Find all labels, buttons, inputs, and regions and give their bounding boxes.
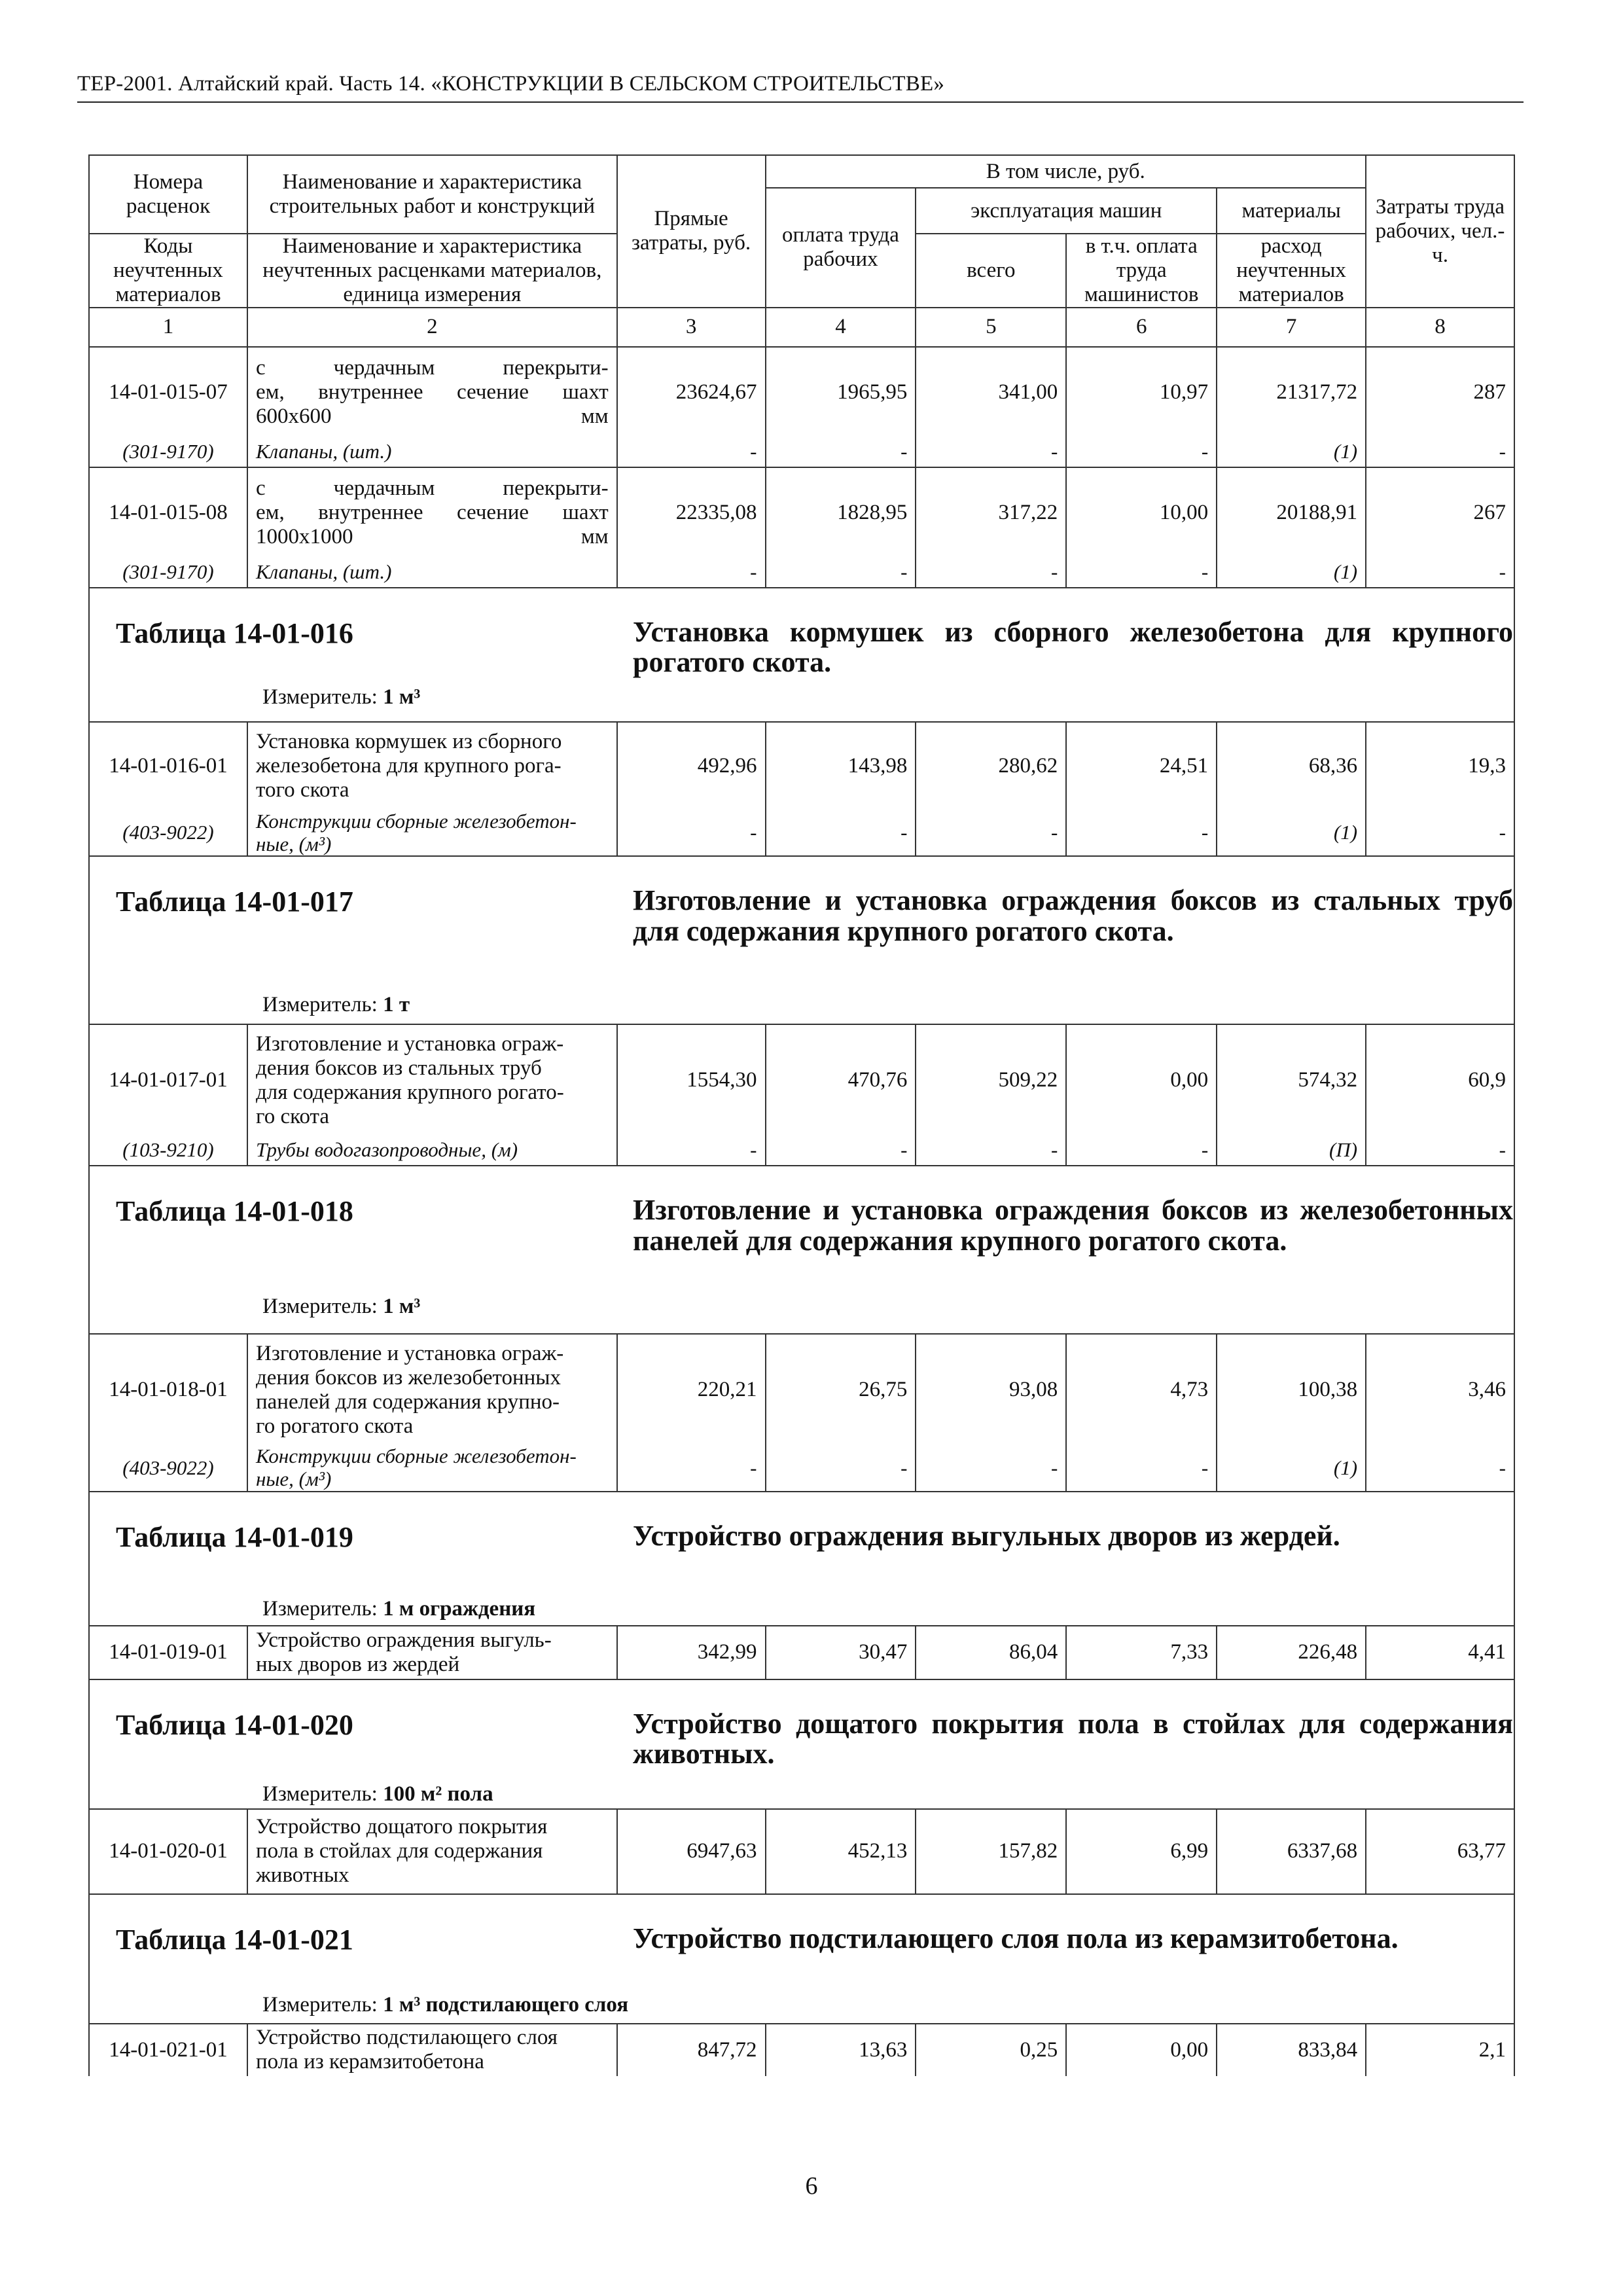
rate-row [89,1626,1514,1679]
section-header-cell [89,856,1514,1024]
table-section-header [89,1894,1514,2024]
material-value: - [1366,558,1514,588]
col-header-materials: материалы [1217,188,1366,234]
column-number: 2 [247,308,617,347]
table-section-header [89,856,1514,1024]
description-line: ем, внутреннее сечение шахт [255,500,609,524]
material-value: - [916,1445,1066,1491]
rate-value: 220,21 [617,1334,766,1445]
description-line: для содержания крупного рогато- [255,1080,564,1104]
measure-unit-value: 1 м³ [383,1295,421,1319]
rate-row [89,347,1514,437]
measure-unit-prefix: Измеритель: [262,1782,378,1806]
rate-value: 4,73 [1066,1334,1217,1445]
section-header-inner [98,1166,1513,1333]
description-line: Устройство подстилающего слоя [255,2026,558,2050]
material-code: (301-9170) [89,558,247,588]
measure-unit [262,1597,535,1621]
description-line: дения боксов из железобетонных [255,1365,561,1390]
rate-value: 452,13 [766,1809,916,1894]
rate-value: 30,47 [766,1626,916,1679]
section-header-cell [89,588,1514,722]
measure-unit-value: 100 м² пола [383,1782,493,1806]
rate-value: 24,51 [1066,722,1217,810]
measure-unit [262,1295,420,1319]
col-header-machinist-wages: в т.ч. оплата труда машинистов [1066,234,1217,308]
description-line: го скота [255,1104,329,1128]
material-value: - [916,437,1066,467]
material-value: - [916,810,1066,856]
rate-description [247,2024,617,2076]
material-value: (П) [1217,1136,1366,1166]
description-line: Клапаны, (шт.) [255,440,392,463]
rate-value: 10,00 [1066,467,1217,558]
description-line: го рогатого скота [255,1414,414,1438]
rate-value: 21317,72 [1217,347,1366,437]
rate-value: 100,38 [1217,1334,1366,1445]
description-line: пола из керамзитобетона [255,2050,484,2074]
description-line: Устройство ограждения выгуль- [255,1628,552,1652]
rate-value: 20188,91 [1217,467,1366,558]
description-line: того скота [255,778,349,802]
rate-value: 341,00 [916,347,1066,437]
table-title: Устройство ограждения выгульных дворов из жердей. [633,1519,1340,1552]
material-value: - [766,1445,916,1491]
material-description [247,1445,617,1491]
material-value: - [617,810,766,856]
rate-value: 10,97 [1066,347,1217,437]
description-line: Конструкции сборные железобетон- [255,809,577,833]
col-header-material-codes: Коды неучтенных материалов [89,234,247,308]
material-value: - [766,437,916,467]
rate-code: 14-01-018-01 [89,1334,247,1445]
material-value: - [916,558,1066,588]
rate-description [247,1809,617,1894]
rate-value: 93,08 [916,1334,1066,1445]
rate-value: 280,62 [916,722,1066,810]
rate-description [247,1626,617,1679]
rate-code: 14-01-019-01 [89,1626,247,1679]
rate-description [247,1024,617,1136]
rate-value: 317,22 [916,467,1066,558]
rate-value: 1554,30 [617,1024,766,1136]
rate-value: 6947,63 [617,1809,766,1894]
section-header-cell [89,1894,1514,2024]
table-label: Таблица 14-01-019 [116,1520,353,1553]
rate-value: 6337,68 [1217,1809,1366,1894]
rates-table [88,154,1515,2076]
rate-value: 0,25 [916,2024,1066,2076]
rate-value: 847,72 [617,2024,766,2076]
measure-unit-prefix: Измеритель: [262,1295,378,1319]
table-label: Таблица 14-01-021 [116,1923,353,1956]
rate-row [89,1024,1514,1136]
description-line: пола в стойлах для содержания [255,1839,543,1863]
material-row [89,558,1514,588]
rate-value: 226,48 [1217,1626,1366,1679]
running-header: ТЕР-2001. Алтайский край. Часть 14. «КОНСТРУКЦИИ В СЕЛЬСКОМ СТРОИТЕЛЬСТВЕ» [77,72,1524,103]
section-header-cell [89,1492,1514,1626]
table-section-header [89,1679,1514,1809]
rate-description [247,1334,617,1445]
rate-value: 0,00 [1066,1024,1217,1136]
section-header-inner [98,588,1513,721]
rate-row [89,1809,1514,1894]
table-title: Изготовление и установка ограждения боксов из стальных труб для содержания крупного рогатого скота. [633,884,1513,947]
column-number: 5 [916,308,1066,347]
material-value: (1) [1217,1445,1366,1491]
rate-value: 68,36 [1217,722,1366,810]
rate-value: 287 [1366,347,1514,437]
description-line: с чердачным перекрыти- [255,355,609,380]
rate-value: 470,76 [766,1024,916,1136]
rate-value: 157,82 [916,1809,1066,1894]
table-section-header [89,1166,1514,1334]
material-value: - [766,558,916,588]
description-line: с чердачным перекрыти- [255,476,609,500]
measure-unit [262,1782,493,1806]
rate-value: 86,04 [916,1626,1066,1679]
col-header-work-name: Наименование и характеристика строительных работ и конструкций [247,155,617,234]
column-number: 3 [617,308,766,347]
col-header-rate-numbers: Номера расценок [89,155,247,234]
rate-value: 7,33 [1066,1626,1217,1679]
material-description [247,810,617,856]
col-header-wages: оплата труда рабочих [766,188,916,308]
material-value: - [1066,558,1217,588]
table-section-header [89,1492,1514,1626]
rate-code: 14-01-021-01 [89,2024,247,2076]
measure-unit-value: 1 м³ подстилающего слоя [383,1992,629,2017]
table-label: Таблица 14-01-020 [116,1708,353,1741]
table-label: Таблица 14-01-017 [116,886,353,918]
material-value: - [766,810,916,856]
rate-description [247,467,617,558]
rate-value: 19,3 [1366,722,1514,810]
material-value: - [1066,810,1217,856]
col-header-unaccounted-materials: расход неучтенных материалов [1217,234,1366,308]
rate-value: 1965,95 [766,347,916,437]
section-header-inner [98,1895,1506,2023]
measure-unit-prefix: Измеритель: [262,993,378,1017]
section-header-cell [89,1166,1514,1334]
col-header-labor-costs: Затраты труда рабочих, чел.-ч. [1366,155,1514,308]
measure-unit-prefix: Измеритель: [262,1596,378,1621]
table-title: Установка кормушек из сборного железобетона для крупного рогатого скота. [633,615,1513,679]
material-description [247,437,617,467]
rate-row [89,722,1514,810]
material-value: - [1066,1445,1217,1491]
rate-value: 342,99 [617,1626,766,1679]
col-header-machines: эксплуатация машин [916,188,1217,234]
column-number: 1 [89,308,247,347]
material-value: - [617,437,766,467]
rate-value: 26,75 [766,1334,916,1445]
rate-value: 23624,67 [617,347,766,437]
section-header-inner [98,857,1513,1024]
material-value: (1) [1217,437,1366,467]
rate-value: 60,9 [1366,1024,1514,1136]
rate-code: 14-01-015-08 [89,467,247,558]
rate-value: 2,1 [1366,2024,1514,2076]
description-line: ные, (м³) [255,832,332,855]
table-title: Устройство дощатого покрытия пола в стойлах для содержания животных. [633,1707,1513,1770]
column-number: 7 [1217,308,1366,347]
table-title: Изготовление и установка ограждения боксов из железобетонных панелей для содержания крупного рогатого скота. [633,1194,1513,1257]
material-row [89,1445,1514,1491]
rate-value: 0,00 [1066,2024,1217,2076]
measure-unit-value: 1 м³ [383,685,421,709]
material-code: (103-9210) [89,1136,247,1166]
table-title: Устройство подстилающего слоя пола из керамзитобетона. [633,1922,1399,1954]
page-number: 6 [805,2172,818,2200]
measure-unit-value: 1 т [383,993,410,1017]
measure-unit-value: 1 м ограждения [383,1596,536,1621]
rate-value: 492,96 [617,722,766,810]
measure-unit-prefix: Измеритель: [262,1992,378,2017]
material-row [89,437,1514,467]
description-line: Установка кормушек из сборного [255,730,562,754]
col-header-direct-costs: Прямые затраты, руб. [617,155,766,308]
material-value: - [1066,437,1217,467]
material-value: - [617,558,766,588]
measure-unit-prefix: Измеритель: [262,685,378,709]
section-header-inner [98,1492,1506,1625]
material-code: (301-9170) [89,437,247,467]
rate-value: 63,77 [1366,1809,1514,1894]
material-value: - [1366,1136,1514,1166]
col-header-material-names: Наименование и характеристика неучтенных расценками материалов, единица измерения [247,234,617,308]
material-description [247,1136,617,1166]
rate-row [89,1334,1514,1445]
material-value: - [766,1136,916,1166]
material-value: - [617,1136,766,1166]
description-line: 600х600 мм [255,404,609,428]
column-number: 6 [1066,308,1217,347]
rate-description [247,722,617,810]
material-row [89,810,1514,856]
rate-code: 14-01-016-01 [89,722,247,810]
table-label: Таблица 14-01-016 [116,617,353,649]
description-line: дения боксов из стальных труб [255,1056,542,1080]
rate-value: 4,41 [1366,1626,1514,1679]
rate-value: 574,32 [1217,1024,1366,1136]
description-line: ные, (м³) [255,1467,332,1491]
rate-value: 3,46 [1366,1334,1514,1445]
description-line: Изготовление и установка ограж- [255,1031,564,1056]
material-value: - [1366,810,1514,856]
description-line: железобетона для крупного рога- [255,754,562,778]
material-value: (1) [1217,558,1366,588]
column-number: 8 [1366,308,1514,347]
table-section-header [89,588,1514,722]
description-line: 1000х1000 мм [255,524,609,548]
rate-description [247,347,617,437]
rate-value: 509,22 [916,1024,1066,1136]
measure-unit [262,1993,628,2017]
description-line: животных [255,1863,349,1888]
description-line: Трубы водогазопроводные, (м) [255,1138,518,1162]
section-header-cell [89,1679,1514,1809]
table-label: Таблица 14-01-018 [116,1195,353,1228]
material-value: - [1366,1445,1514,1491]
rate-value: 833,84 [1217,2024,1366,2076]
material-value: - [617,1445,766,1491]
description-line: Устройство дощатого покрытия [255,1815,548,1839]
rate-value: 267 [1366,467,1514,558]
rate-code: 14-01-020-01 [89,1809,247,1894]
material-code: (403-9022) [89,1445,247,1491]
material-value: - [1366,437,1514,467]
material-value: - [916,1136,1066,1166]
description-line: Конструкции сборные железобетон- [255,1444,577,1468]
description-line: Изготовление и установка ограж- [255,1341,564,1365]
description-line: панелей для содержания крупно- [255,1390,560,1414]
column-numbers-row [89,308,1514,347]
column-number: 4 [766,308,916,347]
rate-value: 1828,95 [766,467,916,558]
rate-code: 14-01-017-01 [89,1024,247,1136]
material-description [247,558,617,588]
rate-code: 14-01-015-07 [89,347,247,437]
col-header-group-including: В том числе, руб. [766,155,1366,188]
material-value: - [1066,1136,1217,1166]
rate-value: 143,98 [766,722,916,810]
section-header-inner [98,1680,1513,1808]
rates-page [88,154,1515,2076]
measure-unit [262,685,420,709]
description-line: ем, внутреннее сечение шахт [255,380,609,404]
material-row [89,1136,1514,1166]
description-line: ных дворов из жердей [255,1652,460,1676]
rate-row [89,467,1514,558]
rate-value: 13,63 [766,2024,916,2076]
rate-row [89,2024,1514,2076]
material-code: (403-9022) [89,810,247,856]
col-header-machines-total: всего [916,234,1066,308]
description-line: Клапаны, (шт.) [255,560,392,583]
measure-unit [262,993,410,1017]
rate-value: 22335,08 [617,467,766,558]
material-value: (1) [1217,810,1366,856]
rate-value: 6,99 [1066,1809,1217,1894]
